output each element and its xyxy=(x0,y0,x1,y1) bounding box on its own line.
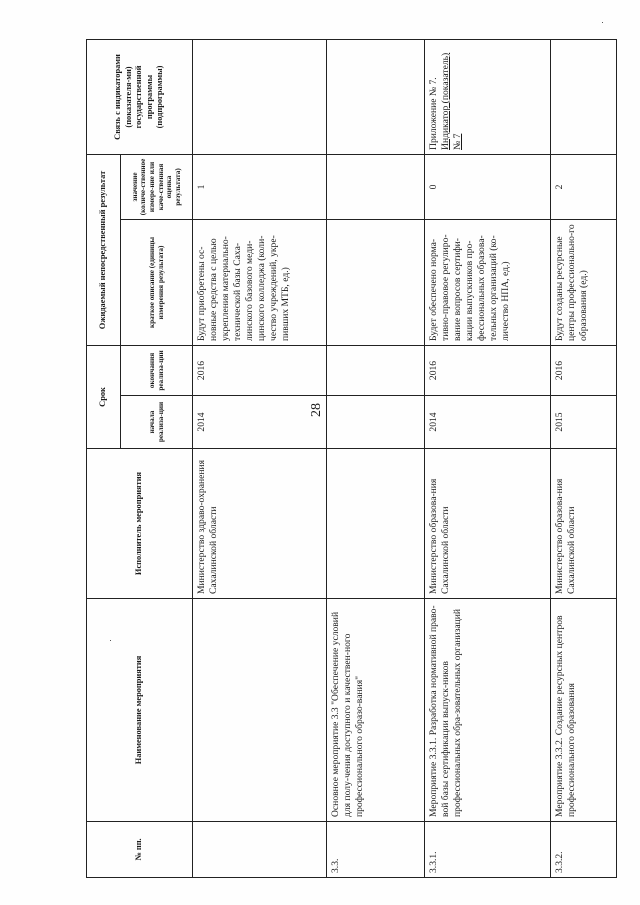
cell-desc: Будут приобретены ос-новные средства с целью укрепления материально-технической базы Саха-линского базового меди-цинского колледжа (коли-чество учреждений, укре-пивших МТБ, ед.) xyxy=(193,219,327,345)
cell-value: 2 xyxy=(551,154,617,219)
cell-link xyxy=(425,39,551,154)
program-table-frame xyxy=(86,40,616,878)
cell-end: 2016 xyxy=(551,345,617,395)
page-number: 28 xyxy=(309,403,324,417)
cell-end xyxy=(327,345,425,395)
header-executor: Исполнитель мероприятия xyxy=(87,449,193,599)
cell-start: 2015 xyxy=(551,396,617,449)
cell-link xyxy=(327,39,425,154)
cell-desc xyxy=(327,219,425,345)
cell-desc: Будет обеспечено норма-тивно-правовое регулиро-вание вопросов сертифи-кации выпускников про-фессиональных образова-тельных организаций (ко-личество НПА, ед.) xyxy=(425,219,551,345)
scan-speck xyxy=(602,22,603,23)
header-term-end: окончания реализа-ции xyxy=(121,345,193,395)
header-row-1 xyxy=(87,39,121,877)
cell-value: 0 xyxy=(425,154,551,219)
cell-link xyxy=(551,39,617,154)
cell-value xyxy=(327,154,425,219)
cell-start: 2014 xyxy=(193,396,327,449)
cell-executor: Министерство образова-ния Сахалинской области xyxy=(551,449,617,599)
cell-num: 3.3.1. xyxy=(425,822,551,878)
cell-desc: Будут созданы ресурсные центры профессионально-го образования (ед.) xyxy=(551,219,617,345)
header-term-start: начала реализа-ции xyxy=(121,396,193,449)
header-link: Связь с индикаторами (показателя-ми) государственной программы (подпрограммы) xyxy=(87,39,193,154)
cell-num: 3.3. xyxy=(327,822,425,878)
header-result-desc: краткое описание (единицы измерения результата) xyxy=(121,219,193,345)
cell-name: Мероприятие 3.3.1. Разработка нормативной право-вой базы сертификации выпуск-ников профессиональных обра-зовательных организаций xyxy=(425,599,551,822)
table-row xyxy=(551,39,617,877)
table-row xyxy=(425,39,551,877)
cell-start: 2014 xyxy=(425,396,551,449)
cell-end: 2016 xyxy=(193,345,327,395)
header-num: № пп. xyxy=(87,822,193,878)
rotated-table-wrapper xyxy=(86,40,616,878)
link-plain: Приложение № 7. xyxy=(428,77,439,150)
cell-name: Мероприятие 3.3.2. Создание ресурсных центров профессионального образования xyxy=(551,599,617,822)
header-result-value: значение (количе-ственное измере-ние или каче-ственная оценка результата) xyxy=(121,154,193,219)
cell-executor xyxy=(327,449,425,599)
program-measures-table xyxy=(86,39,617,878)
cell-executor: Министерство образова-ния Сахалинской области xyxy=(425,449,551,599)
header-term: Срок xyxy=(87,345,121,448)
cell-executor: Министерство здраво-охранения Сахалинской области xyxy=(193,449,327,599)
indicator-link: Индикатор (показатель) № 7 xyxy=(439,52,463,150)
cell-name xyxy=(193,599,327,822)
cell-start xyxy=(327,396,425,449)
cell-name: Основное мероприятие 3.3 "Обеспечение условий для полу-чения доступного и качествен-ного профессионального образо-вания" xyxy=(327,599,425,822)
cell-link xyxy=(193,39,327,154)
table-row xyxy=(193,39,327,877)
header-name: Наименование мероприятия xyxy=(87,599,193,822)
cell-value: 1 xyxy=(193,154,327,219)
table-row xyxy=(327,39,425,877)
cell-end: 2016 xyxy=(425,345,551,395)
cell-num: 3.3.2. xyxy=(551,822,617,878)
header-result: Ожидаемый непосредственный результат xyxy=(87,154,121,345)
cell-num xyxy=(193,822,327,878)
